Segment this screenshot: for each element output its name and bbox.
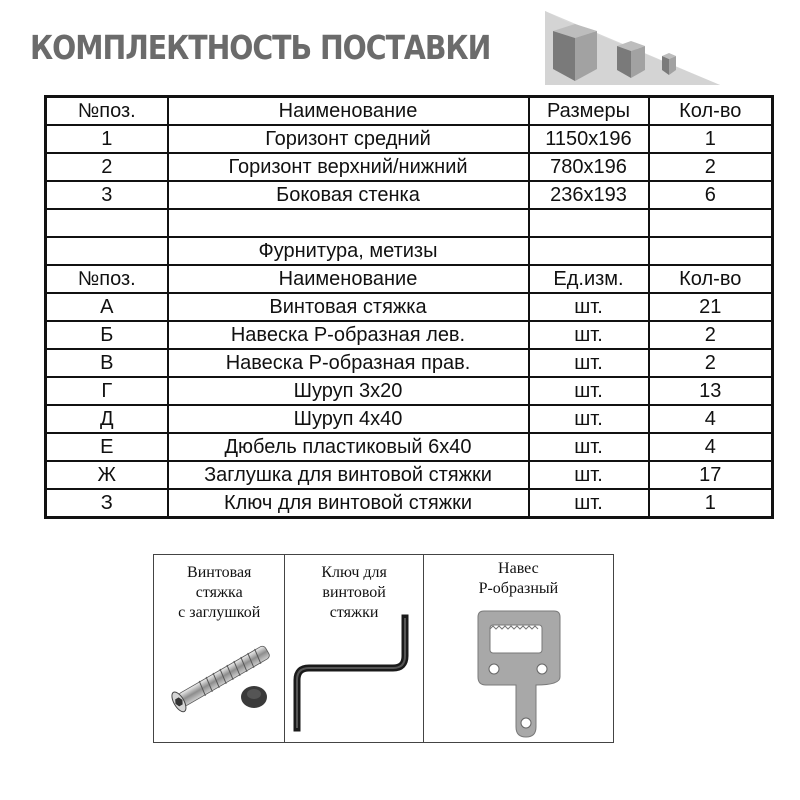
table-row xyxy=(46,125,773,153)
name-cell: Горизонт средний xyxy=(168,125,529,153)
size-cell: 1150x196 xyxy=(529,125,649,153)
caption-line: с заглушкой xyxy=(178,604,261,621)
position-cell: 1 xyxy=(46,125,168,153)
illustration-hex-key xyxy=(285,555,423,742)
size-cell: 236x193 xyxy=(529,181,649,209)
unit-cell: шт. xyxy=(529,377,649,405)
caption-line: Винтовая xyxy=(187,564,252,581)
quantity-cell: 1 xyxy=(649,125,773,153)
empty-cell xyxy=(46,209,168,237)
empty-cell xyxy=(46,237,168,265)
unit-cell: шт. xyxy=(529,433,649,461)
empty-cell xyxy=(649,209,773,237)
quantity-cell: 2 xyxy=(649,349,773,377)
name-cell: Дюбель пластиковый 6х40 xyxy=(168,433,529,461)
position-cell: Б xyxy=(46,321,168,349)
caption-line: Ключ для xyxy=(321,564,387,581)
empty-cell xyxy=(529,237,649,265)
name-cell: Шуруп 4х40 xyxy=(168,405,529,433)
hardware-illustrations-panel xyxy=(153,554,614,743)
position-cell: А xyxy=(46,293,168,321)
table-row xyxy=(46,349,773,377)
name-cell: Заглушка для винтовой стяжки xyxy=(168,461,529,489)
column-header: Размеры xyxy=(529,97,649,126)
caption-line: стяжки xyxy=(329,604,379,621)
column-header: №поз. xyxy=(46,97,168,126)
illustration-caption xyxy=(154,563,284,623)
table-row xyxy=(46,433,773,461)
unit-cell: шт. xyxy=(529,321,649,349)
position-cell: 2 xyxy=(46,153,168,181)
quantity-cell: 13 xyxy=(649,377,773,405)
column-header: Наименование xyxy=(168,265,529,293)
quantity-cell: 2 xyxy=(649,153,773,181)
position-cell: З xyxy=(46,489,168,518)
empty-cell xyxy=(649,237,773,265)
caption-line: Р-образный xyxy=(478,580,559,597)
caption-line: винтовой xyxy=(322,584,386,601)
caption-line: стяжка xyxy=(195,584,243,601)
position-cell: В xyxy=(46,349,168,377)
table-row xyxy=(46,153,773,181)
size-cell: 780x196 xyxy=(529,153,649,181)
name-cell: Винтовая стяжка xyxy=(168,293,529,321)
table-row xyxy=(46,293,773,321)
table-row xyxy=(46,461,773,489)
section-title: Фурнитура, метизы xyxy=(168,237,529,265)
unit-cell: шт. xyxy=(529,293,649,321)
quantity-cell: 6 xyxy=(649,181,773,209)
position-cell: Д xyxy=(46,405,168,433)
table-header-row xyxy=(46,265,773,293)
cubes-decreasing-icon xyxy=(545,11,720,85)
column-header: Наименование xyxy=(168,97,529,126)
quantity-cell: 17 xyxy=(649,461,773,489)
table-row xyxy=(46,321,773,349)
column-header: Кол-во xyxy=(649,265,773,293)
table-row xyxy=(46,377,773,405)
unit-cell: шт. xyxy=(529,461,649,489)
position-cell: Ж xyxy=(46,461,168,489)
name-cell: Навеска Р-образная прав. xyxy=(168,349,529,377)
quantity-cell: 4 xyxy=(649,433,773,461)
unit-cell: шт. xyxy=(529,405,649,433)
section-title-row xyxy=(46,237,773,265)
name-cell: Навеска Р-образная лев. xyxy=(168,321,529,349)
table-row xyxy=(46,489,773,518)
empty-cell xyxy=(529,209,649,237)
quantity-cell: 4 xyxy=(649,405,773,433)
position-cell: 3 xyxy=(46,181,168,209)
name-cell: Боковая стенка xyxy=(168,181,529,209)
column-header: Кол-во xyxy=(649,97,773,126)
table-row xyxy=(46,181,773,209)
illustration-screw-tie xyxy=(154,555,285,742)
screw-tie-with-cap-icon xyxy=(160,637,280,717)
quantity-cell: 1 xyxy=(649,489,773,518)
empty-cell xyxy=(168,209,529,237)
name-cell: Шуруп 3х20 xyxy=(168,377,529,405)
illustration-hinge-plate xyxy=(424,555,613,742)
table-header-row xyxy=(46,97,773,126)
hex-key-icon xyxy=(285,610,423,742)
empty-row xyxy=(46,209,773,237)
quantity-cell: 2 xyxy=(649,321,773,349)
delivery-contents-table xyxy=(44,95,774,519)
page-title: КОМПЛЕКТНОСТЬ ПОСТАВКИ xyxy=(30,28,491,67)
name-cell: Ключ для винтовой стяжки xyxy=(168,489,529,518)
caption-line: Навес xyxy=(498,560,539,577)
column-header: Ед.изм. xyxy=(529,265,649,293)
quantity-cell: 21 xyxy=(649,293,773,321)
position-cell: Е xyxy=(46,433,168,461)
illustration-caption xyxy=(424,559,613,599)
table-row xyxy=(46,405,773,433)
column-header: №поз. xyxy=(46,265,168,293)
p-shaped-hinge-plate-icon xyxy=(476,607,566,739)
name-cell: Горизонт верхний/нижний xyxy=(168,153,529,181)
unit-cell: шт. xyxy=(529,349,649,377)
position-cell: Г xyxy=(46,377,168,405)
unit-cell: шт. xyxy=(529,489,649,518)
